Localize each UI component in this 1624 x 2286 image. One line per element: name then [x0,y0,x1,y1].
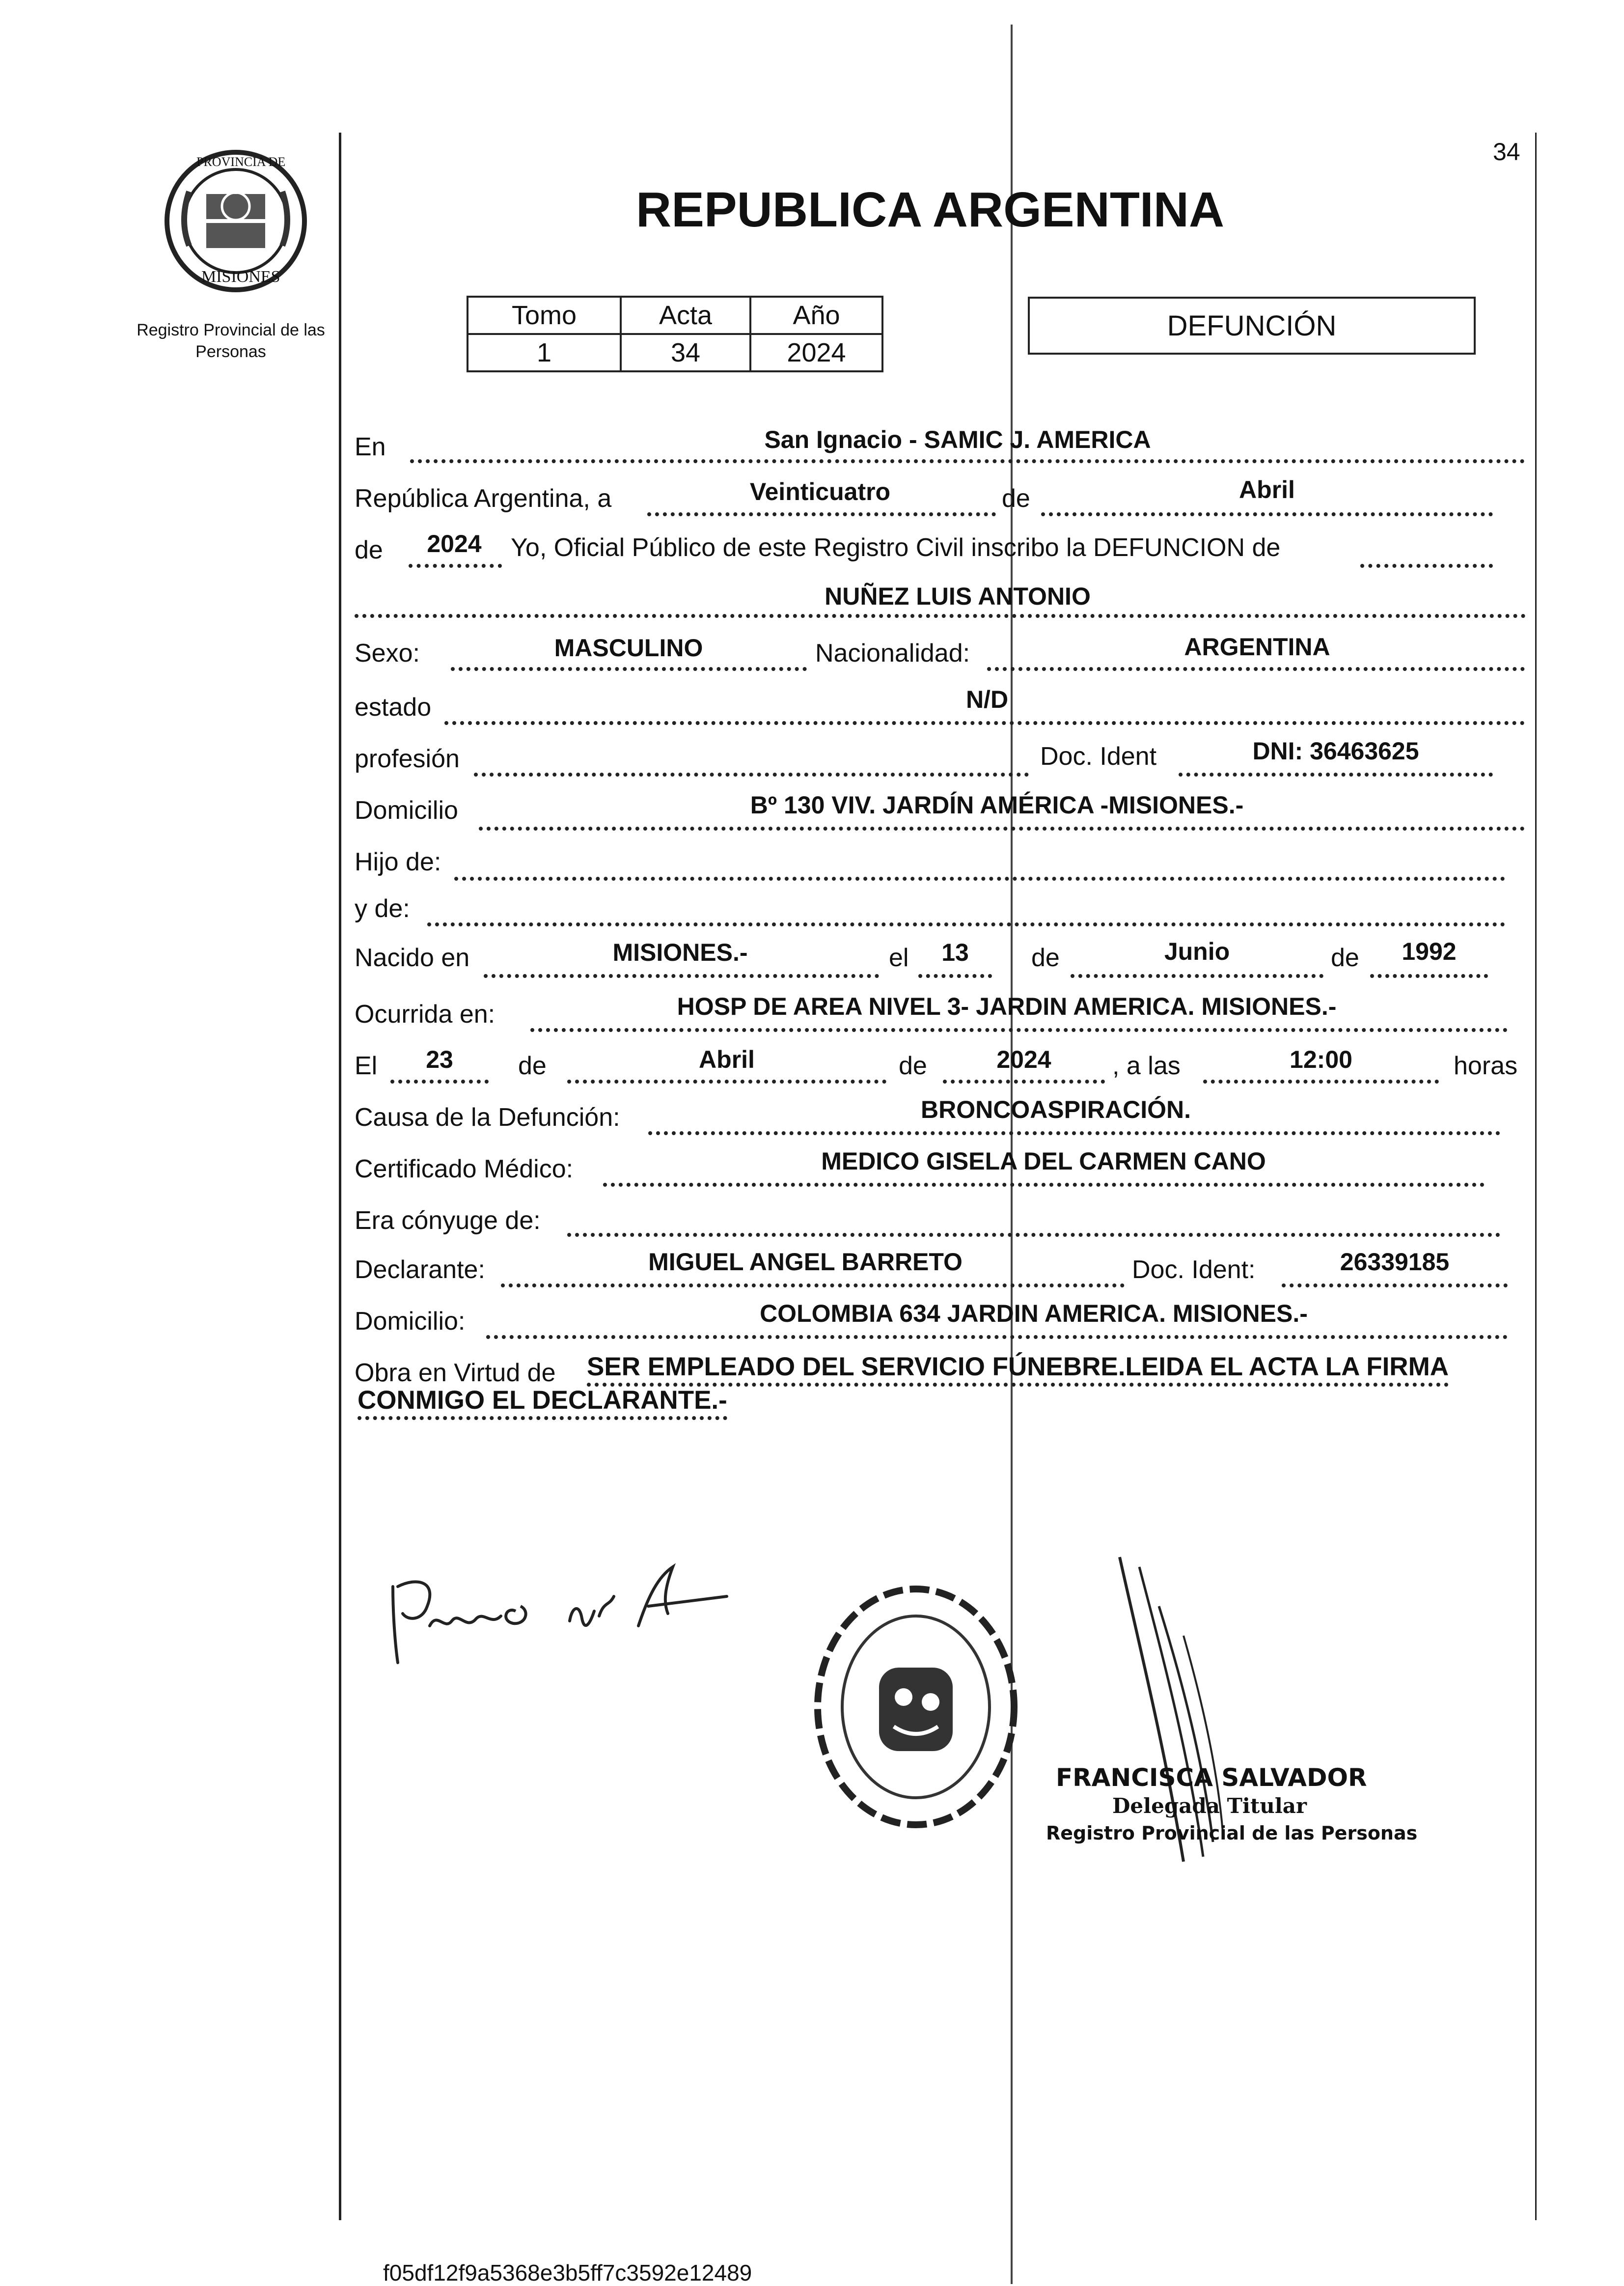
registry-name: Registro Provincial de las Personas [137,321,325,361]
nacido-dotted-line [484,974,879,978]
defuncion-dotted-line [1360,564,1493,568]
birthplace-value: MISIONES.- [612,939,748,966]
republica-label: República Argentina, a [355,484,612,513]
nac-de2-label: de [1331,944,1359,972]
nac-mes-dotted-line [1071,974,1323,978]
domicilio2-label: Domicilio: [355,1307,466,1336]
cause-of-death-value: BRONCOASPIRACIÓN. [920,1096,1191,1123]
profesion-dotted-line [474,773,1029,777]
tomo-value: 1 [468,334,621,371]
anio-header: Año [750,297,882,334]
anio-value: 2024 [750,334,882,371]
declarante-label: Declarante: [355,1255,485,1284]
causa-dotted-line [648,1131,1500,1135]
dia-dotted-line [647,512,996,516]
official-name: FRANCISCA SALVADOR [1056,1763,1367,1792]
birth-day-value: 13 [941,939,969,966]
doc2-label: Doc. Ident: [1132,1255,1256,1284]
estado-label: estado [355,693,432,722]
hijo-label: Hijo de: [355,848,441,876]
ocurrida-label: Ocurrida en: [355,1000,495,1029]
year-value: 2024 [427,530,482,558]
doc-value: DNI: 36463625 [1252,737,1419,765]
def-hora-dotted-line [1203,1080,1439,1084]
birth-month-value: Junio [1164,938,1230,965]
doc-label: Doc. Ident [1040,742,1157,771]
declarant-name-value: MIGUEL ANGEL BARRETO [648,1248,963,1276]
right-margin-line [1535,133,1537,2220]
declarante-dotted-line [501,1283,1125,1287]
sexo-label: Sexo: [355,639,420,668]
anio-dotted-line [409,564,502,568]
page-number: 34 [1493,138,1520,166]
birth-year-value: 1992 [1402,938,1457,965]
certificado-label: Certificado Médico: [355,1155,574,1183]
seal-top-text: PROVINCIA DE [196,155,286,169]
day-value: Veinticuatro [749,478,891,505]
death-time-value: 12:00 [1290,1046,1352,1073]
doc2-dotted-line [1282,1283,1508,1287]
declarant-signature-icon [383,1557,756,1675]
nacido-label: Nacido en [355,944,470,972]
def-anio-dotted-line [943,1080,1105,1084]
sex-value: MASCULINO [554,634,703,662]
death-day-value: 23 [426,1046,453,1073]
def-de2-label: de [899,1052,927,1080]
official-office: Registro Provincial de las Personas [1046,1822,1418,1844]
acta-header: Acta [621,297,750,334]
causa-label: Causa de la Defunción: [355,1103,620,1132]
de2-label: de [355,536,383,564]
tomo-header: Tomo [468,297,621,334]
nac-dia-dotted-line [918,974,992,978]
obra-label: Obra en Virtud de [355,1359,556,1387]
ocurrida-dotted-line [530,1028,1508,1032]
declarant-doc-value: 26339185 [1340,1248,1450,1276]
mes-dotted-line [1041,512,1493,516]
deceased-name: NUÑEZ LUIS ANTONIO [825,583,1091,610]
conyuge-dotted-line [567,1233,1500,1237]
official-seal-stamp-icon [805,1579,1026,1835]
address-value: Bº 130 VIV. JARDÍN AMÉRICA -MISIONES.- [750,791,1244,819]
def-de1-label: de [518,1052,547,1080]
nacionalidad-label: Nacionalidad: [815,639,970,668]
def-mes-dotted-line [567,1080,886,1084]
def-dia-dotted-line [390,1080,489,1084]
en-dotted-line [410,459,1525,463]
grounds-value-line2: CONMIGO EL DECLARANTE.- [358,1385,727,1420]
el2-label: El [355,1052,378,1080]
page-title: REPUBLICA ARGENTINA [636,182,1225,237]
grounds-value-line1: SER EMPLEADO DEL SERVICIO FÚNEBRE.LEIDA EL ACTA LA FIRMA [587,1352,1449,1387]
sexo-dotted-line [451,667,807,671]
nationality-value: ARGENTINA [1184,633,1330,661]
civil-status-value: N/D [965,686,1009,713]
el-label: el [889,944,909,972]
place-of-death-value: HOSP DE AREA NIVEL 3- JARDIN AMERICA. MISIONES.- [677,993,1337,1020]
death-year-value: 2024 [996,1046,1051,1073]
horas-label: horas [1454,1052,1518,1080]
hijo-dotted-line [454,877,1505,881]
y-de-label: y de: [355,894,410,923]
death-month-value: Abril [699,1046,755,1073]
month-value: Abril [1239,476,1295,503]
domicilio-dotted-line [479,827,1525,831]
nac-anio-dotted-line [1370,974,1488,978]
y-de-dotted-line [427,922,1505,926]
estado-dotted-line [444,721,1525,725]
de-label: de [1002,484,1030,513]
certificado-dotted-line [603,1183,1485,1187]
document-type: DEFUNCIÓN [1167,310,1337,342]
acta-value: 34 [621,334,750,371]
profesion-label: profesión [355,745,460,773]
domicilio-label: Domicilio [355,796,458,825]
tomo-acta-anio-table [467,296,883,372]
official-role: Delegada Titular [1112,1794,1307,1818]
document-hash: f05df12f9a5368e3b5ff7c3592e12489 [383,2260,752,2286]
certifying-doctor-value: MEDICO GISELA DEL CARMEN CANO [821,1147,1266,1175]
name-dotted-line [355,614,1526,618]
place-value: San Ignacio - SAMIC J. AMERICA [764,426,1151,453]
registry-statement: Yo, Oficial Público de este Registro Civil inscribo la DEFUNCION de [511,533,1281,562]
doc-dotted-line [1179,773,1493,777]
domicilio2-dotted-line [486,1335,1508,1339]
left-margin-line [339,133,341,2220]
nac-de1-label: de [1031,944,1060,972]
nacionalidad-dotted-line [987,667,1525,671]
alas-label: , a las [1112,1052,1181,1080]
conyuge-label: Era cónyuge de: [355,1206,541,1235]
seal-bottom-text: MISIONES [201,268,280,286]
declarant-address-value: COLOMBIA 634 JARDIN AMERICA. MISIONES.- [760,1300,1308,1327]
en-label: En [355,433,386,461]
